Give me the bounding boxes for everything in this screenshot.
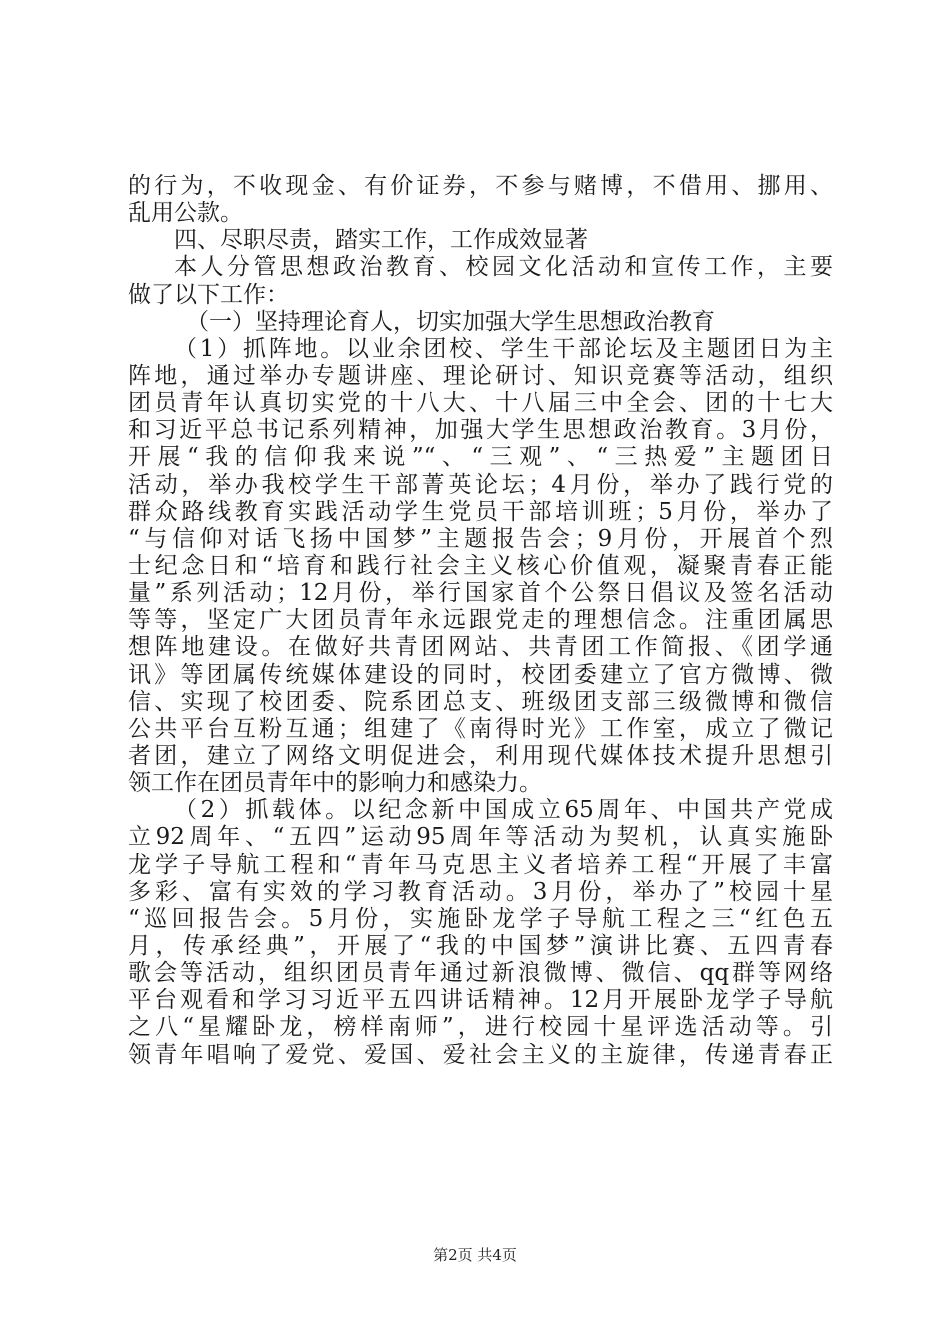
text-line: 领工作在团员青年中的影响力和感染力。 [128, 770, 542, 797]
text-line: 阵地，通过举办专题讲座、理论研讨、知识竞赛等活动，组织 [128, 362, 833, 389]
section-heading: 四、尽职尽责，踏实工作，工作成效显著 [174, 227, 588, 254]
text-line: 平台观看和学习习近平五四讲话精神。12月开展卧龙学子导航 [128, 987, 833, 1014]
text-line: 做了以下工作： [128, 281, 289, 308]
text-line: “巡回报告会。5月份，实施卧龙学子导航工程之三“红色五 [128, 905, 833, 932]
text-line: 领青年唱响了爱党、爱国、爱社会主义的主旋律，传递青春正 [128, 1041, 833, 1068]
text-line: （2）抓载体。以纪念新中国成立65周年、中国共产党成 [174, 797, 833, 824]
subsection-heading: （一）坚持理论育人，切实加强大学生思想政治教育 [186, 308, 715, 335]
page-number-footer: 第2页 共4页 [433, 1246, 517, 1264]
text-line: 群众路线教育实践活动学生党员干部培训班；5月份，举办了 [128, 498, 833, 525]
text-line: 乱用公款。 [128, 200, 243, 227]
text-line: （1）抓阵地。以业余团校、学生干部论坛及主题团日为主 [174, 335, 833, 362]
text-line: “与信仰对话飞扬中国梦”主题报告会；9月份，开展首个烈 [128, 525, 833, 552]
text-line: 开展“我的信仰我来说”“、“三观”、“三热爱”主题团日 [128, 444, 833, 471]
text-line: 的行为，不收现金、有价证券，不参与赌博，不借用、挪用、 [128, 173, 833, 199]
text-line: 本人分管思想政治教育、校园文化活动和宣传工作，主要 [174, 254, 833, 281]
text-line: 想阵地建设。在做好共青团网站、共青团工作简报、《团学通 [128, 634, 833, 661]
text-line: 立92周年、“五四”运动95周年等活动为契机，认真实施卧 [128, 824, 833, 851]
text-line: 讯》等团属传统媒体建设的同时，校团委建立了官方微博、微 [128, 661, 833, 688]
text-line: 歌会等活动，组织团员青年通过新浪微博、微信、qq群等网络 [128, 960, 833, 987]
text-line: 之八“星耀卧龙，榜样南师”，进行校园十星评选活动等。引 [128, 1014, 833, 1041]
text-line: 龙学子导航工程和“青年马克思主义者培养工程“开展了丰富 [128, 851, 833, 878]
text-line: 月，传承经典”，开展了“我的中国梦”演讲比赛、五四青春 [128, 932, 833, 959]
text-line: 信、实现了校团委、院系团总支、班级团支部三级微博和微信 [128, 688, 833, 715]
text-line: 活动，举办我校学生干部菁英论坛；4月份，举办了践行党的 [128, 471, 833, 498]
text-line: 者团，建立了网络文明促进会，利用现代媒体技术提升思想引 [128, 742, 833, 769]
body-text [128, 173, 833, 1069]
text-line: 士纪念日和“培育和践行社会主义核心价值观，凝聚青春正能 [128, 552, 833, 579]
text-line: 多彩、富有实效的学习教育活动。3月份，举办了”校园十星 [128, 878, 833, 905]
text-line: 等等，坚定广大团员青年永远跟党走的理想信念。注重团属思 [128, 607, 833, 634]
text-line: 和习近平总书记系列精神，加强大学生思想政治教育。3月份， [128, 417, 833, 444]
text-line: 量”系列活动；12月份，举行国家首个公祭日倡议及签名活动 [128, 580, 833, 607]
text-line: 公共平台互粉互通；组建了《南得时光》工作室，成立了微记 [128, 715, 833, 742]
text-line: 团员青年认真切实党的十八大、十八届三中全会、团的十七大 [128, 390, 833, 417]
